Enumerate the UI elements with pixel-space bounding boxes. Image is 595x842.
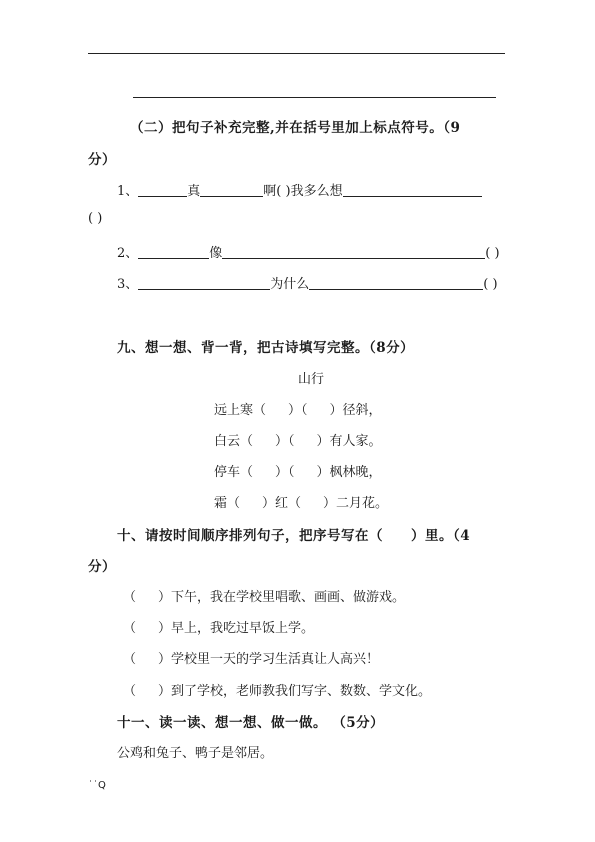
order-item-3 <box>123 648 379 667</box>
poem-text: 白云（ <box>214 434 254 449</box>
answer-line <box>133 97 496 98</box>
fill-item-1-tail: ( ) <box>88 211 103 226</box>
poem-text: ）（ <box>288 403 308 418</box>
paren-open: （ <box>123 621 137 636</box>
poem-text: ）红（ <box>262 496 302 511</box>
paren-open: （ <box>123 652 137 667</box>
fill-item-2 <box>117 242 500 261</box>
poem-line-4 <box>214 492 388 511</box>
order-text: ）学校里一天的学习生活真让人高兴！ <box>158 652 380 667</box>
blank-field[interactable] <box>138 184 187 197</box>
item-number: 1、 <box>117 184 139 199</box>
poem-text: ）径斜， <box>329 403 382 418</box>
poem-text: 远上寒（ <box>214 403 267 418</box>
blank-field[interactable] <box>309 277 483 290</box>
section-11-text: 公鸡和兔子、鸭子是邻居。 <box>117 746 274 761</box>
section-10-heading-cont: 分） <box>88 559 116 575</box>
poem-title: 山行 <box>298 372 325 387</box>
order-text: ）下午，我在学校里唱歌、画画、做游戏。 <box>158 590 406 605</box>
poem-text: ）枫林晚， <box>316 465 382 480</box>
blank-field[interactable] <box>343 184 482 197</box>
section-10-heading: 十、请按时间顺序排列句子，把序号写在（ ）里。（4 <box>117 528 471 544</box>
blank-field[interactable] <box>138 246 209 259</box>
poem-text: ）（ <box>275 434 295 449</box>
fill-item-1 <box>117 180 482 199</box>
item-word: 真 <box>187 184 201 199</box>
item-tail: ( ) <box>483 277 498 292</box>
poem-text: ）（ <box>275 465 295 480</box>
item-word: 为什么 <box>270 277 310 292</box>
blank-field[interactable] <box>138 277 270 290</box>
section-11-heading: 十一、读一读、想一想、做一做。 （5分） <box>117 715 385 731</box>
order-text: ）到了学校，老师教我们写字、数数、学文化。 <box>158 684 432 699</box>
poem-line-3 <box>214 461 382 480</box>
poem-text: 霜（ <box>214 496 241 511</box>
section-2-heading: （二）把句子补充完整,并在括号里加上标点符号。（9 <box>130 120 461 136</box>
order-item-2 <box>123 617 314 636</box>
paren-open: （ <box>123 590 137 605</box>
item-tail: ( ) <box>485 246 500 261</box>
poem-text: ）二月花。 <box>323 496 389 511</box>
order-text: ）早上，我吃过早饭上学。 <box>158 621 315 636</box>
poem-line-1 <box>214 399 382 418</box>
poem-line-2 <box>214 430 382 449</box>
section-9-heading: 九、想一想、背一背，把古诗填写完整。（8分） <box>117 340 415 356</box>
item-number: 3、 <box>117 277 139 292</box>
item-number: 2、 <box>117 246 139 261</box>
blank-field[interactable] <box>222 246 485 259</box>
blank-field[interactable] <box>200 184 263 197</box>
item-word: 像 <box>209 246 223 261</box>
section-2-heading-cont: 分） <box>88 152 116 168</box>
order-item-4 <box>123 680 431 699</box>
footer-mark: ˙˙Q <box>88 780 106 791</box>
fill-item-3 <box>117 273 498 292</box>
item-word: 啊( )我多么想 <box>263 184 343 199</box>
header-rule <box>88 53 505 54</box>
poem-text: ）有人家。 <box>316 434 382 449</box>
paren-open: （ <box>123 684 137 699</box>
poem-text: 停车（ <box>214 465 254 480</box>
order-item-1 <box>123 586 405 605</box>
